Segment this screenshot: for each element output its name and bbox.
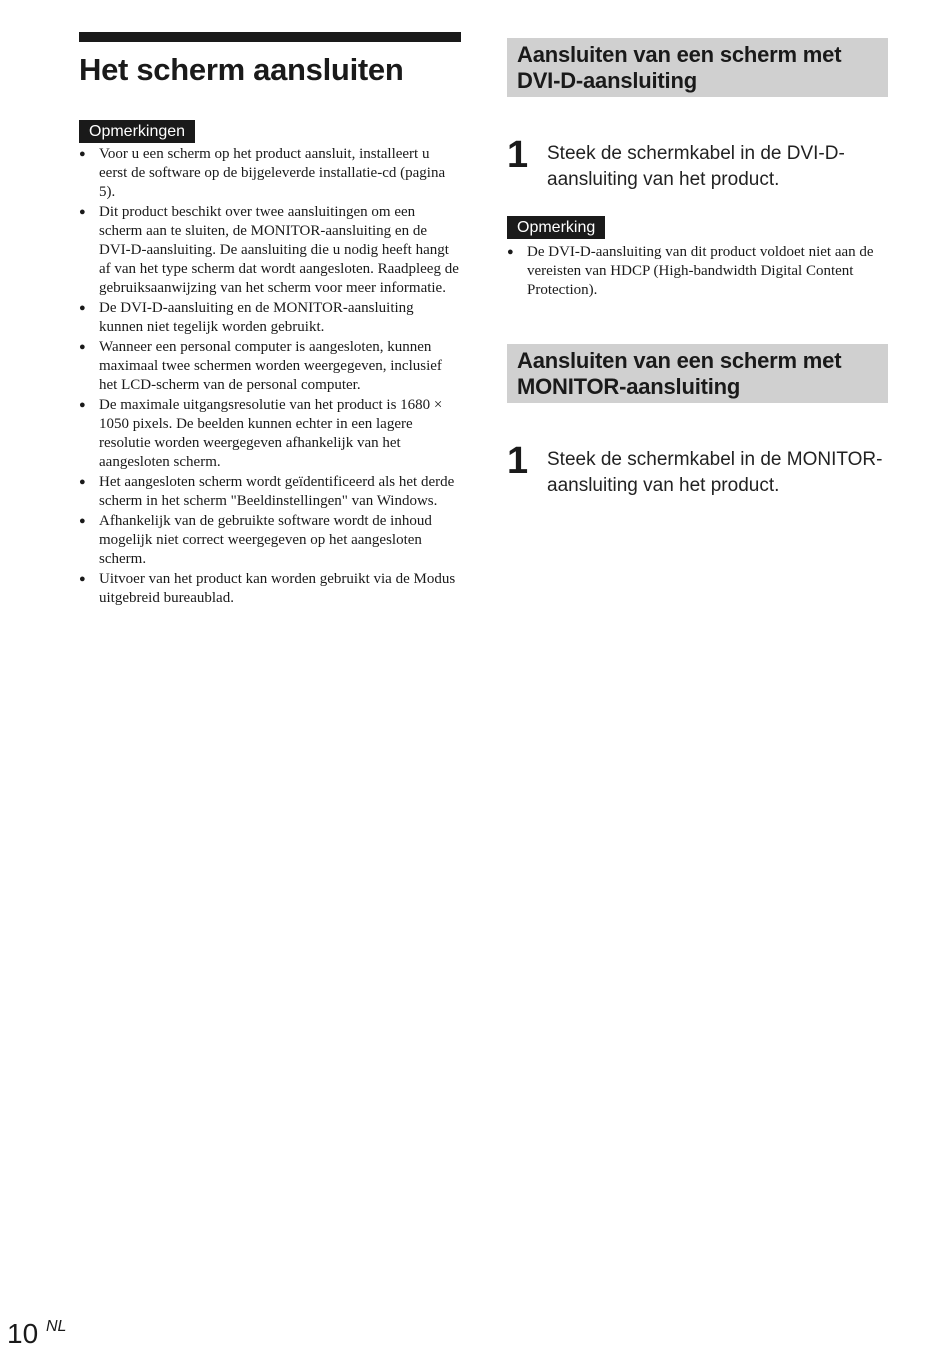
note-text: Uitvoer van het product kan worden gebruikt via de Modus uitgebreid bureaublad. bbox=[99, 571, 456, 606]
bullet-icon: ● bbox=[79, 573, 86, 585]
step-number: 1 bbox=[507, 440, 529, 482]
bullet-icon: ● bbox=[79, 148, 86, 160]
note-text: Wanneer een personal computer is aangesloten, kunnen maximaal twee schermen worden weergegeven, inclusief het LCD-scherm van de personal computer. bbox=[99, 339, 442, 393]
right-column bbox=[507, 38, 888, 499]
bullet-icon: ● bbox=[79, 476, 86, 488]
bullet-icon: ● bbox=[79, 302, 86, 314]
bullet-icon: ● bbox=[79, 515, 86, 527]
notes-label: Opmerkingen bbox=[79, 120, 195, 143]
dvi-step bbox=[507, 134, 888, 193]
bullet-icon: ● bbox=[79, 206, 86, 218]
dvi-note-list bbox=[507, 243, 888, 300]
list-item bbox=[79, 512, 461, 569]
list-item bbox=[79, 570, 461, 608]
note-text: De DVI-D-aansluiting en de MONITOR-aansluiting kunnen niet tegelijk worden gebruikt. bbox=[99, 300, 414, 335]
list-item bbox=[79, 473, 461, 511]
note-text: Voor u een scherm op het product aansluit, installeert u eerst de software op de bijgeleverde installatie-cd (pagina 5). bbox=[99, 146, 446, 200]
notes-list bbox=[79, 145, 461, 608]
list-item bbox=[79, 396, 461, 472]
list-item bbox=[79, 299, 461, 337]
note-text: Afhankelijk van de gebruikte software wordt de inhoud mogelijk niet correct weergegeven op het aangesloten scherm. bbox=[99, 513, 432, 567]
list-item bbox=[507, 243, 888, 300]
monitor-heading-line2: MONITOR-aansluiting bbox=[517, 374, 741, 399]
monitor-section-heading bbox=[507, 344, 888, 403]
page-title: Het scherm aansluiten bbox=[79, 52, 404, 87]
note-text: De DVI-D-aansluiting van dit product voldoet niet aan de vereisten van HDCP (High-bandwidth Digital Content Protection). bbox=[527, 244, 874, 298]
title-rule bbox=[79, 32, 461, 42]
bullet-icon: ● bbox=[79, 399, 86, 411]
list-item bbox=[79, 145, 461, 202]
note-text: De maximale uitgangsresolutie van het product is 1680 × 1050 pixels. De beelden kunnen echter in een lagere resolutie worden weergegeven afhankelijk van het aangesloten scherm. bbox=[99, 397, 443, 470]
note-text: Dit product beschikt over twee aansluitingen om een scherm aan te sluiten, de MONITOR-aansluiting en de DVI-D-aansluiting. De aansluiting die u nodig heeft hangt af van het type scherm dat wordt aangesloten. Raadpleeg de gebruiksaanwijzing van het scherm voor meer informatie. bbox=[99, 204, 459, 296]
list-item bbox=[79, 203, 461, 298]
monitor-heading-line1: Aansluiten van een scherm met bbox=[517, 348, 842, 373]
dvi-heading-line2: DVI-D-aansluiting bbox=[517, 68, 697, 93]
page-language: NL bbox=[46, 1318, 67, 1335]
list-item bbox=[79, 338, 461, 395]
bullet-icon: ● bbox=[507, 246, 514, 258]
step-number: 1 bbox=[507, 134, 529, 176]
step-text: Steek de schermkabel in de MONITOR-aansluiting van het product. bbox=[547, 449, 883, 496]
dvi-heading-line1: Aansluiten van een scherm met bbox=[517, 42, 842, 67]
step-text: Steek de schermkabel in de DVI-D-aansluiting van het product. bbox=[547, 143, 845, 190]
monitor-step bbox=[507, 440, 888, 499]
dvi-note-label: Opmerking bbox=[507, 216, 605, 239]
page-number: 10 bbox=[7, 1318, 39, 1349]
dvi-section-heading bbox=[507, 38, 888, 97]
note-text: Het aangesloten scherm wordt geïdentificeerd als het derde scherm in het scherm "Beeldinstellingen" van Windows. bbox=[99, 474, 455, 509]
left-column bbox=[79, 32, 461, 609]
bullet-icon: ● bbox=[79, 341, 86, 353]
